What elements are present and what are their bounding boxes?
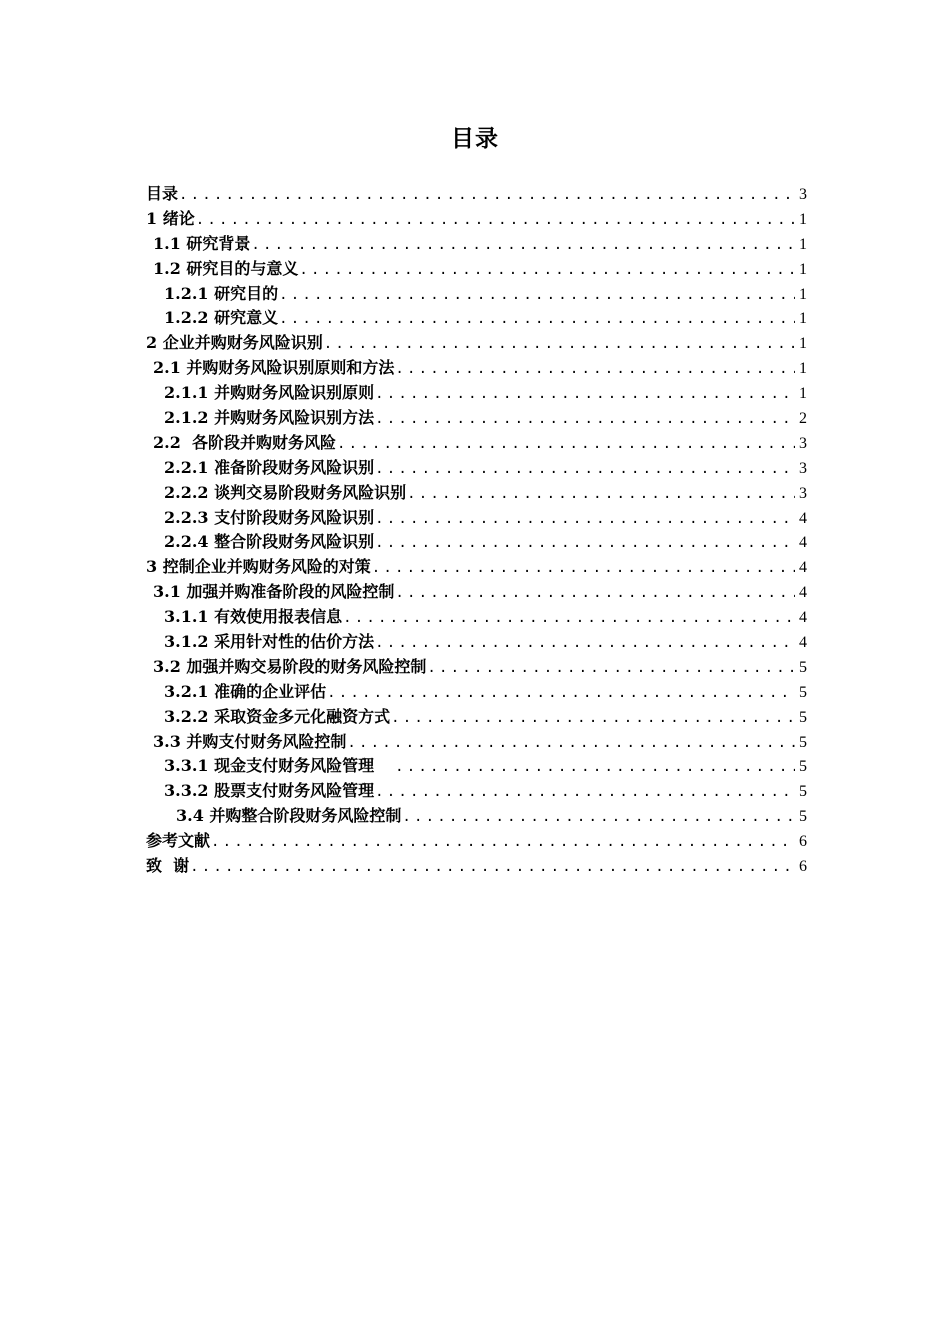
toc-page-number: 2 (799, 410, 807, 428)
toc-entry-label: 1.2.2 研究意义 (164, 308, 279, 328)
dot-leader (375, 457, 795, 481)
toc-page-number: 4 (799, 634, 807, 652)
toc-page-number: 1 (799, 285, 807, 303)
toc-page-number: 5 (799, 783, 807, 801)
toc-entry-label: 1 绪论 (146, 208, 195, 228)
dot-leader (327, 681, 795, 705)
toc-entry-label: 2 企业并购财务风险识别 (146, 333, 323, 353)
dot-leader (402, 805, 795, 829)
toc-entry-label: 2.2.3 支付阶段财务风险识别 (164, 507, 375, 527)
dot-leader (211, 830, 795, 854)
toc-entry[interactable] (146, 655, 807, 680)
dot-leader (343, 606, 795, 630)
dot-leader (372, 556, 795, 580)
dot-leader (375, 531, 795, 555)
toc-entry[interactable] (146, 630, 807, 655)
toc-entry[interactable] (146, 306, 807, 331)
toc-entry[interactable] (146, 580, 807, 605)
toc-entry-label: 3.2.2 采取资金多元化融资方式 (164, 706, 391, 726)
dot-leader (427, 656, 795, 680)
toc-page-number: 3 (799, 186, 807, 203)
dot-leader (375, 507, 795, 531)
toc-entry-label: 3.1 加强并购准备阶段的风险控制 (153, 582, 395, 602)
dot-leader (324, 332, 795, 356)
toc-page-number: 5 (799, 708, 807, 726)
toc-page-number: 5 (799, 758, 807, 776)
dot-leader (375, 780, 795, 804)
dot-leader (395, 357, 795, 381)
toc-entry-label: 3.3.2 股票支付财务风险管理 (164, 781, 375, 801)
toc-entry-label: 2.2.2 谈判交易阶段财务风险识别 (164, 482, 407, 502)
toc-entry-label: 2.2 各阶段并购财务风险 (153, 432, 336, 452)
toc-entry-label: 1.2 研究目的与意义 (153, 258, 299, 278)
toc-entry-label: 1.1 研究背景 (153, 233, 251, 253)
toc-entry-label: 2.1 并购财务风险识别原则和方法 (153, 358, 395, 378)
toc-entry[interactable] (146, 754, 807, 779)
toc-page-number: 3 (799, 459, 807, 477)
page-title: 目录 (451, 125, 499, 152)
dot-leader (190, 855, 795, 879)
toc-entry[interactable] (146, 804, 807, 829)
toc-page-number: 4 (799, 509, 807, 527)
toc-entry[interactable] (146, 506, 807, 531)
dot-leader (407, 482, 795, 506)
toc-page-number: 5 (799, 733, 807, 751)
toc-entry-label: 2.1.2 并购财务风险识别方法 (164, 408, 375, 428)
dot-leader (299, 258, 795, 282)
dot-leader (375, 407, 795, 431)
dot-leader (279, 283, 795, 307)
toc-page-number: 5 (799, 658, 807, 676)
toc-entry[interactable] (146, 456, 807, 481)
dot-leader (391, 706, 795, 730)
toc-entry[interactable] (146, 381, 807, 406)
toc-entry-label: 3.2 加强并购交易阶段的财务风险控制 (153, 656, 427, 676)
toc-page-number: 1 (799, 210, 807, 228)
toc-page-number: 5 (799, 808, 807, 826)
toc-entry-label: 2.1.1 并购财务风险识别原则 (164, 383, 375, 403)
toc-page-number: 3 (799, 484, 807, 502)
toc-entry-label: 目录 (146, 184, 179, 203)
toc-entry-label: 3.1.1 有效使用报表信息 (164, 607, 343, 627)
toc-entry-label: 3.3 并购支付财务风险控制 (153, 731, 347, 751)
toc-entry-label: 3.4 并购整合阶段财务风险控制 (176, 806, 402, 826)
toc-page-number: 3 (799, 434, 807, 452)
toc-entry-label: 3.1.2 采用针对性的估价方法 (164, 632, 375, 652)
dot-leader (279, 307, 795, 331)
dot-leader (251, 233, 795, 257)
toc-page-number: 6 (799, 833, 807, 851)
toc-entry-label: 致 谢 (146, 856, 190, 876)
toc-entry[interactable] (146, 207, 807, 232)
toc-entry[interactable] (146, 331, 807, 356)
toc-page-number: 4 (799, 609, 807, 627)
toc-entry[interactable] (146, 182, 807, 207)
toc-entry[interactable] (146, 232, 807, 257)
toc-entry-label: 2.2.4 整合阶段财务风险识别 (164, 532, 375, 552)
toc-page-number: 1 (799, 360, 807, 378)
toc-entry[interactable] (146, 555, 807, 580)
toc-entry-label: 2.2.1 准备阶段财务风险识别 (164, 457, 375, 477)
toc-page-number: 4 (799, 559, 807, 577)
toc-entry[interactable] (146, 257, 807, 282)
toc-entry[interactable] (146, 356, 807, 381)
toc-entry[interactable] (146, 730, 807, 755)
toc-page-number: 5 (799, 683, 807, 701)
toc-page-number: 1 (799, 235, 807, 253)
toc-entry[interactable] (146, 530, 807, 555)
toc-entry-label: 参考文献 (146, 831, 211, 851)
toc-entry[interactable] (146, 406, 807, 431)
dot-leader (347, 731, 795, 755)
toc-page-number: 1 (799, 335, 807, 353)
dot-leader (179, 183, 795, 207)
dot-leader (375, 631, 795, 655)
dot-leader (395, 755, 795, 779)
toc-entry[interactable] (146, 829, 807, 854)
dot-leader (196, 208, 795, 232)
toc-entry-label: 1.2.1 研究目的 (164, 283, 279, 303)
toc-page-number: 1 (799, 260, 807, 278)
dot-leader (375, 382, 795, 406)
table-of-contents (146, 182, 807, 879)
toc-page-number: 1 (799, 385, 807, 403)
dot-leader (395, 581, 795, 605)
toc-entry-label: 3.2.1 准确的企业评估 (164, 681, 327, 701)
toc-entry[interactable] (146, 779, 807, 804)
toc-entry-label: 3.3.1 现金支付财务风险管理 (164, 756, 375, 776)
toc-entry[interactable] (146, 705, 807, 730)
toc-entry[interactable] (146, 605, 807, 630)
toc-page-number: 1 (799, 310, 807, 328)
toc-page-number: 4 (799, 584, 807, 602)
toc-entry[interactable] (146, 431, 807, 456)
toc-page-number: 6 (799, 858, 807, 876)
toc-page-number: 4 (799, 534, 807, 552)
toc-entry[interactable] (146, 282, 807, 307)
toc-entry[interactable] (146, 481, 807, 506)
toc-entry-label: 3 控制企业并购财务风险的对策 (146, 557, 371, 577)
toc-entry[interactable] (146, 680, 807, 705)
dot-leader (337, 432, 795, 456)
toc-entry[interactable] (146, 854, 807, 879)
